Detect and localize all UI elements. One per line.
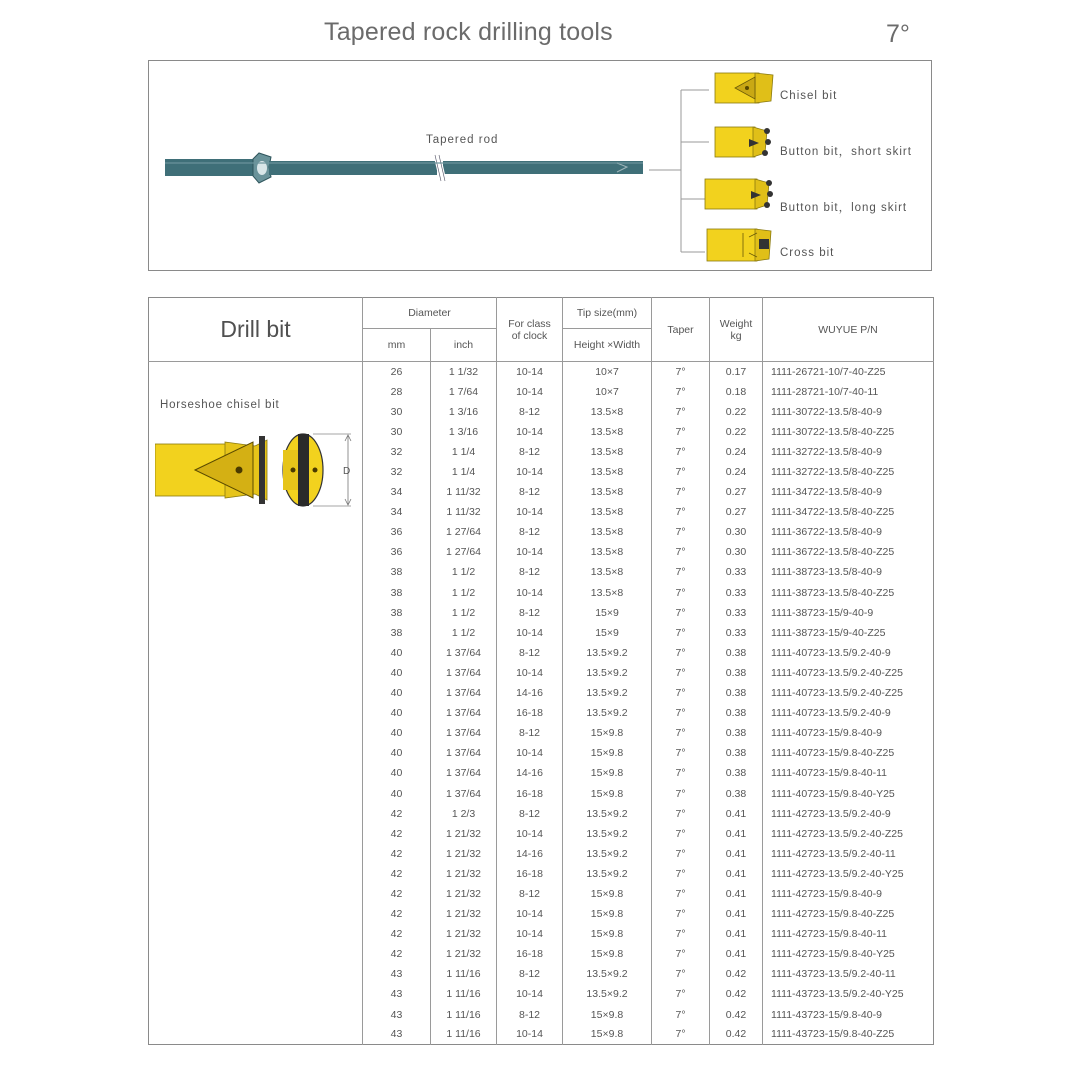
weight-cell: 0.18 — [710, 382, 763, 402]
diameter-inch-cell: 1 21/32 — [431, 844, 497, 864]
clock-class-cell: 8-12 — [497, 603, 563, 623]
tip-size-cell: 15×9.8 — [563, 904, 652, 924]
part-number-cell: 1111-40723-15/9.8-40-Z25 — [763, 743, 934, 763]
button-bit-long-label: Button bit，long skirt — [780, 202, 908, 214]
diameter-inch-cell: 1 37/64 — [431, 743, 497, 763]
chisel-bit-icon — [715, 73, 773, 103]
diameter-mm-cell: 43 — [363, 1025, 431, 1045]
tip-size-cell: 13.5×8 — [563, 522, 652, 542]
tip-size-cell: 10×7 — [563, 382, 652, 402]
weight-cell: 0.41 — [710, 924, 763, 944]
weight-cell: 0.38 — [710, 643, 763, 663]
diameter-mm-cell: 42 — [363, 804, 431, 824]
diameter-mm-cell: 38 — [363, 562, 431, 582]
weight-cell: 0.38 — [710, 703, 763, 723]
clock-class-cell: 10-14 — [497, 502, 563, 522]
weight-cell: 0.42 — [710, 964, 763, 984]
diameter-inch-cell: 1 37/64 — [431, 683, 497, 703]
weight-cell: 0.24 — [710, 442, 763, 462]
tip-size-cell: 13.5×8 — [563, 482, 652, 502]
taper-cell: 7° — [652, 864, 710, 884]
bit-connector-lines — [649, 90, 709, 252]
clock-class-cell: 10-14 — [497, 904, 563, 924]
taper-cell: 7° — [652, 583, 710, 603]
weight-cell: 0.33 — [710, 603, 763, 623]
taper-cell: 7° — [652, 362, 710, 382]
diameter-mm-cell: 43 — [363, 984, 431, 1004]
product-name: Horseshoe chisel bit — [160, 399, 280, 411]
clock-class-cell: 8-12 — [497, 562, 563, 582]
product-image-cell — [149, 362, 363, 1045]
clock-class-cell: 10-14 — [497, 663, 563, 683]
part-number-cell: 1111-36722-13.5/8-40-Z25 — [763, 542, 934, 562]
diameter-inch-cell: 1 21/32 — [431, 824, 497, 844]
weight-cell: 0.30 — [710, 522, 763, 542]
diameter-inch-cell: 1 11/16 — [431, 1005, 497, 1025]
diameter-inch-cell: 1 21/32 — [431, 884, 497, 904]
part-number-cell: 1111-38723-13.5/8-40-Z25 — [763, 583, 934, 603]
taper-cell: 7° — [652, 462, 710, 482]
part-number-cell: 1111-42723-13.5/9.2-40-9 — [763, 804, 934, 824]
diameter-mm-cell: 26 — [363, 362, 431, 382]
clock-class-cell: 10-14 — [497, 422, 563, 442]
clock-class-cell: 14-16 — [497, 763, 563, 783]
tip-size-cell: 13.5×9.2 — [563, 984, 652, 1004]
taper-cell: 7° — [652, 904, 710, 924]
clock-class-cell: 10-14 — [497, 1025, 563, 1045]
weight-cell: 0.38 — [710, 683, 763, 703]
diameter-inch-cell: 1 3/16 — [431, 402, 497, 422]
weight-cell: 0.22 — [710, 402, 763, 422]
weight-cell: 0.42 — [710, 1005, 763, 1025]
taper-cell: 7° — [652, 944, 710, 964]
part-number-cell: 1111-38723-13.5/8-40-9 — [763, 562, 934, 582]
part-number-cell: 1111-42723-15/9.8-40-11 — [763, 924, 934, 944]
tip-height-width-header: Height ×Width — [563, 329, 652, 362]
taper-cell: 7° — [652, 824, 710, 844]
part-number-cell: 1111-40723-13.5/9.2-40-9 — [763, 643, 934, 663]
drill-bit-title: Drill bit — [220, 316, 291, 342]
diameter-inch-cell: 1 11/16 — [431, 964, 497, 984]
diameter-inch-cell: 1 27/64 — [431, 522, 497, 542]
clock-class-header-line2: of clock — [511, 329, 548, 342]
weight-cell: 0.24 — [710, 462, 763, 482]
clock-class-cell: 8-12 — [497, 442, 563, 462]
diameter-mm-cell: 38 — [363, 603, 431, 623]
weight-cell: 0.38 — [710, 723, 763, 743]
tip-size-cell: 13.5×8 — [563, 402, 652, 422]
taper-cell: 7° — [652, 1025, 710, 1045]
clock-class-cell: 10-14 — [497, 824, 563, 844]
button-bit-short-icon — [715, 127, 771, 157]
tip-size-cell: 15×9.8 — [563, 884, 652, 904]
tip-size-cell: 10×7 — [563, 362, 652, 382]
diameter-inch-cell: 1 1/2 — [431, 583, 497, 603]
tip-size-cell: 15×9.8 — [563, 783, 652, 803]
taper-cell: 7° — [652, 422, 710, 442]
diameter-inch-cell: 1 1/2 — [431, 623, 497, 643]
dimension-d-label: D — [343, 466, 351, 477]
drill-bit-header-cell — [149, 298, 363, 362]
diameter-inch-cell: 1 37/64 — [431, 783, 497, 803]
diameter-mm-cell: 40 — [363, 723, 431, 743]
part-number-cell: 1111-42723-13.5/9.2-40-11 — [763, 844, 934, 864]
taper-cell: 7° — [652, 703, 710, 723]
tip-size-cell: 13.5×9.2 — [563, 663, 652, 683]
clock-class-cell: 10-14 — [497, 362, 563, 382]
weight-cell: 0.42 — [710, 1025, 763, 1045]
tip-size-cell: 15×9.8 — [563, 723, 652, 743]
clock-class-cell: 8-12 — [497, 482, 563, 502]
tip-size-cell: 13.5×9.2 — [563, 703, 652, 723]
cross-bit-label: Cross bit — [780, 247, 835, 259]
diameter-inch-cell: 1 11/32 — [431, 502, 497, 522]
tip-size-cell: 13.5×8 — [563, 562, 652, 582]
tip-size-cell: 15×9.8 — [563, 743, 652, 763]
diameter-mm-cell: 42 — [363, 824, 431, 844]
part-number-cell: 1111-38723-15/9-40-Z25 — [763, 623, 934, 643]
clock-class-cell: 8-12 — [497, 964, 563, 984]
clock-class-cell: 14-16 — [497, 683, 563, 703]
part-number-cell: 1111-28721-10/7-40-11 — [763, 382, 934, 402]
tip-size-cell: 13.5×9.2 — [563, 844, 652, 864]
taper-cell: 7° — [652, 743, 710, 763]
tip-size-cell: 15×9 — [563, 603, 652, 623]
diameter-mm-cell: 32 — [363, 462, 431, 482]
tip-size-cell: 13.5×8 — [563, 502, 652, 522]
clock-class-cell: 10-14 — [497, 984, 563, 1004]
diameter-mm-cell: 40 — [363, 783, 431, 803]
taper-cell: 7° — [652, 1005, 710, 1025]
tapered-rod-label: Tapered rod — [426, 134, 499, 146]
tip-size-cell: 15×9 — [563, 623, 652, 643]
button-bit-long-icon — [705, 179, 773, 209]
part-number-cell: 1111-40723-15/9.8-40-9 — [763, 723, 934, 743]
diameter-inch-cell: 1 27/64 — [431, 542, 497, 562]
diameter-mm-cell: 43 — [363, 1005, 431, 1025]
diameter-mm-cell: 38 — [363, 583, 431, 603]
button-bit-short-label: Button bit，short skirt — [780, 146, 912, 158]
clock-class-header-line1: For class — [508, 317, 551, 330]
weight-cell: 0.38 — [710, 663, 763, 683]
clock-class-cell: 10-14 — [497, 542, 563, 562]
diameter-inch-cell: 1 1/4 — [431, 442, 497, 462]
part-number-cell: 1111-42723-13.5/9.2-40-Z25 — [763, 824, 934, 844]
diameter-inch-cell: 1 1/32 — [431, 362, 497, 382]
diameter-inch-cell: 1 37/64 — [431, 723, 497, 743]
clock-class-cell: 8-12 — [497, 1005, 563, 1025]
tip-size-cell: 15×9.8 — [563, 763, 652, 783]
diameter-mm-cell: 38 — [363, 623, 431, 643]
part-number-cell: 1111-43723-13.5/9.2-40-Y25 — [763, 984, 934, 1004]
diameter-mm-cell: 34 — [363, 502, 431, 522]
part-number-cell: 1111-40723-15/9.8-40-11 — [763, 763, 934, 783]
weight-cell: 0.33 — [710, 623, 763, 643]
taper-cell: 7° — [652, 482, 710, 502]
chisel-bit-label: Chisel bit — [780, 90, 838, 102]
taper-cell: 7° — [652, 663, 710, 683]
tip-size-cell: 15×9.8 — [563, 924, 652, 944]
part-number-cell: 1111-43723-15/9.8-40-9 — [763, 1005, 934, 1025]
diameter-inch-cell: 1 7/64 — [431, 382, 497, 402]
weight-cell: 0.38 — [710, 783, 763, 803]
weight-cell: 0.41 — [710, 844, 763, 864]
weight-cell: 0.27 — [710, 502, 763, 522]
part-number-cell: 1111-40723-15/9.8-40-Y25 — [763, 783, 934, 803]
weight-cell: 0.41 — [710, 904, 763, 924]
diameter-inch-cell: 1 3/16 — [431, 422, 497, 442]
tip-size-header: Tip size(mm) — [563, 298, 652, 329]
taper-cell: 7° — [652, 844, 710, 864]
taper-cell: 7° — [652, 884, 710, 904]
diameter-mm-header: mm — [363, 329, 431, 362]
diameter-inch-cell: 1 21/32 — [431, 864, 497, 884]
taper-cell: 7° — [652, 603, 710, 623]
horseshoe-chisel-bit-icon — [155, 432, 360, 512]
part-number-cell: 1111-30722-13.5/8-40-Z25 — [763, 422, 934, 442]
tip-size-cell: 13.5×8 — [563, 583, 652, 603]
diameter-inch-cell: 1 11/32 — [431, 482, 497, 502]
taper-cell: 7° — [652, 804, 710, 824]
clock-class-cell: 16-18 — [497, 864, 563, 884]
diameter-inch-cell: 1 1/2 — [431, 603, 497, 623]
diameter-inch-cell: 1 2/3 — [431, 804, 497, 824]
clock-class-cell: 10-14 — [497, 583, 563, 603]
tip-size-cell: 13.5×8 — [563, 462, 652, 482]
diameter-mm-cell: 40 — [363, 703, 431, 723]
weight-cell: 0.42 — [710, 984, 763, 1004]
cross-bit-icon — [707, 229, 771, 261]
part-number-cell: 1111-43723-13.5/9.2-40-11 — [763, 964, 934, 984]
taper-cell: 7° — [652, 964, 710, 984]
clock-class-cell: 8-12 — [497, 884, 563, 904]
taper-cell: 7° — [652, 984, 710, 1004]
diameter-mm-cell: 43 — [363, 964, 431, 984]
diameter-inch-header: inch — [431, 329, 497, 362]
table-row — [149, 362, 934, 382]
clock-class-cell: 8-12 — [497, 643, 563, 663]
page-title: Tapered rock drilling tools — [324, 18, 613, 46]
clock-class-cell: 8-12 — [497, 723, 563, 743]
taper-cell: 7° — [652, 643, 710, 663]
part-number-cell: 1111-40723-13.5/9.2-40-9 — [763, 703, 934, 723]
clock-class-cell: 16-18 — [497, 944, 563, 964]
tip-size-cell: 13.5×9.2 — [563, 864, 652, 884]
clock-class-header — [497, 298, 563, 362]
diameter-mm-cell: 40 — [363, 643, 431, 663]
clock-class-cell: 14-16 — [497, 844, 563, 864]
weight-cell: 0.41 — [710, 944, 763, 964]
taper-header: Taper — [652, 298, 710, 362]
tip-size-cell: 13.5×8 — [563, 542, 652, 562]
diameter-inch-cell: 1 37/64 — [431, 643, 497, 663]
diameter-mm-cell: 34 — [363, 482, 431, 502]
clock-class-cell: 10-14 — [497, 462, 563, 482]
taper-cell: 7° — [652, 562, 710, 582]
spec-table-body — [149, 362, 934, 1045]
taper-cell: 7° — [652, 683, 710, 703]
part-number-cell: 1111-36722-13.5/8-40-9 — [763, 522, 934, 542]
part-number-cell: 1111-40723-13.5/9.2-40-Z25 — [763, 683, 934, 703]
taper-cell: 7° — [652, 442, 710, 462]
taper-cell: 7° — [652, 522, 710, 542]
clock-class-cell: 8-12 — [497, 522, 563, 542]
diameter-mm-cell: 42 — [363, 924, 431, 944]
diameter-mm-cell: 42 — [363, 844, 431, 864]
weight-header-line2: kg — [730, 329, 742, 342]
diameter-mm-cell: 42 — [363, 864, 431, 884]
weight-cell: 0.22 — [710, 422, 763, 442]
diameter-mm-cell: 30 — [363, 402, 431, 422]
clock-class-cell: 10-14 — [497, 623, 563, 643]
weight-cell: 0.17 — [710, 362, 763, 382]
taper-cell: 7° — [652, 783, 710, 803]
part-number-cell: 1111-34722-13.5/8-40-Z25 — [763, 502, 934, 522]
diameter-inch-cell: 1 21/32 — [431, 904, 497, 924]
part-number-cell: 1111-42723-15/9.8-40-Y25 — [763, 944, 934, 964]
tip-size-cell: 15×9.8 — [563, 1005, 652, 1025]
diameter-mm-cell: 32 — [363, 442, 431, 462]
part-number-cell: 1111-30722-13.5/8-40-9 — [763, 402, 934, 422]
taper-cell: 7° — [652, 542, 710, 562]
part-number-cell: 1111-32722-13.5/8-40-Z25 — [763, 462, 934, 482]
diameter-inch-cell: 1 1/4 — [431, 462, 497, 482]
tip-size-cell: 15×9.8 — [563, 1025, 652, 1045]
weight-cell: 0.33 — [710, 562, 763, 582]
part-number-cell: 1111-42723-15/9.8-40-9 — [763, 884, 934, 904]
weight-cell: 0.41 — [710, 884, 763, 904]
part-number-cell: 1111-32722-13.5/8-40-9 — [763, 442, 934, 462]
clock-class-cell: 16-18 — [497, 703, 563, 723]
tip-size-cell: 13.5×9.2 — [563, 824, 652, 844]
part-number-cell: 1111-38723-15/9-40-9 — [763, 603, 934, 623]
diameter-mm-cell: 36 — [363, 522, 431, 542]
diameter-mm-cell: 40 — [363, 763, 431, 783]
diameter-mm-cell: 30 — [363, 422, 431, 442]
tip-size-cell: 13.5×9.2 — [563, 683, 652, 703]
tip-size-cell: 13.5×8 — [563, 442, 652, 462]
taper-cell: 7° — [652, 623, 710, 643]
diameter-inch-cell: 1 11/16 — [431, 984, 497, 1004]
tool-diagram-panel — [148, 60, 932, 271]
diameter-mm-cell: 36 — [363, 542, 431, 562]
weight-cell: 0.38 — [710, 743, 763, 763]
diameter-mm-cell: 42 — [363, 904, 431, 924]
weight-cell: 0.41 — [710, 864, 763, 884]
weight-cell: 0.41 — [710, 824, 763, 844]
diameter-mm-cell: 42 — [363, 884, 431, 904]
taper-cell: 7° — [652, 382, 710, 402]
tapered-rod-icon — [165, 153, 643, 183]
part-number-cell: 1111-34722-13.5/8-40-9 — [763, 482, 934, 502]
part-number-header: WUYUE P/N — [763, 298, 934, 362]
part-number-cell: 1111-40723-13.5/9.2-40-Z25 — [763, 663, 934, 683]
diameter-mm-cell: 40 — [363, 663, 431, 683]
clock-class-cell: 16-18 — [497, 783, 563, 803]
weight-cell: 0.30 — [710, 542, 763, 562]
diameter-inch-cell: 1 21/32 — [431, 944, 497, 964]
diameter-inch-cell: 1 1/2 — [431, 562, 497, 582]
clock-class-cell: 10-14 — [497, 743, 563, 763]
part-number-cell: 1111-26721-10/7-40-Z25 — [763, 362, 934, 382]
diameter-header: Diameter — [363, 298, 497, 329]
part-number-cell: 1111-43723-15/9.8-40-Z25 — [763, 1025, 934, 1045]
weight-cell: 0.27 — [710, 482, 763, 502]
weight-header — [710, 298, 763, 362]
diameter-inch-cell: 1 11/16 — [431, 1025, 497, 1045]
clock-class-cell: 8-12 — [497, 804, 563, 824]
taper-cell: 7° — [652, 502, 710, 522]
clock-class-cell: 10-14 — [497, 924, 563, 944]
taper-cell: 7° — [652, 763, 710, 783]
weight-cell: 0.41 — [710, 804, 763, 824]
diameter-inch-cell: 1 37/64 — [431, 703, 497, 723]
diameter-mm-cell: 28 — [363, 382, 431, 402]
diameter-mm-cell: 40 — [363, 743, 431, 763]
tip-size-cell: 13.5×9.2 — [563, 804, 652, 824]
diameter-inch-cell: 1 37/64 — [431, 763, 497, 783]
taper-angle-heading: 7° — [886, 20, 910, 48]
tip-size-cell: 13.5×9.2 — [563, 643, 652, 663]
taper-cell: 7° — [652, 723, 710, 743]
tip-size-cell: 13.5×9.2 — [563, 964, 652, 984]
weight-cell: 0.38 — [710, 763, 763, 783]
clock-class-cell: 10-14 — [497, 382, 563, 402]
diameter-inch-cell: 1 37/64 — [431, 663, 497, 683]
part-number-cell: 1111-42723-13.5/9.2-40-Y25 — [763, 864, 934, 884]
part-number-cell: 1111-42723-15/9.8-40-Z25 — [763, 904, 934, 924]
clock-class-cell: 8-12 — [497, 402, 563, 422]
diameter-mm-cell: 40 — [363, 683, 431, 703]
taper-cell: 7° — [652, 924, 710, 944]
weight-header-line1: Weight — [719, 317, 753, 330]
taper-cell: 7° — [652, 402, 710, 422]
diameter-mm-cell: 42 — [363, 944, 431, 964]
tip-size-cell: 13.5×8 — [563, 422, 652, 442]
drill-bit-spec-table — [148, 297, 934, 1045]
weight-cell: 0.33 — [710, 583, 763, 603]
tip-size-cell: 15×9.8 — [563, 944, 652, 964]
diameter-inch-cell: 1 21/32 — [431, 924, 497, 944]
